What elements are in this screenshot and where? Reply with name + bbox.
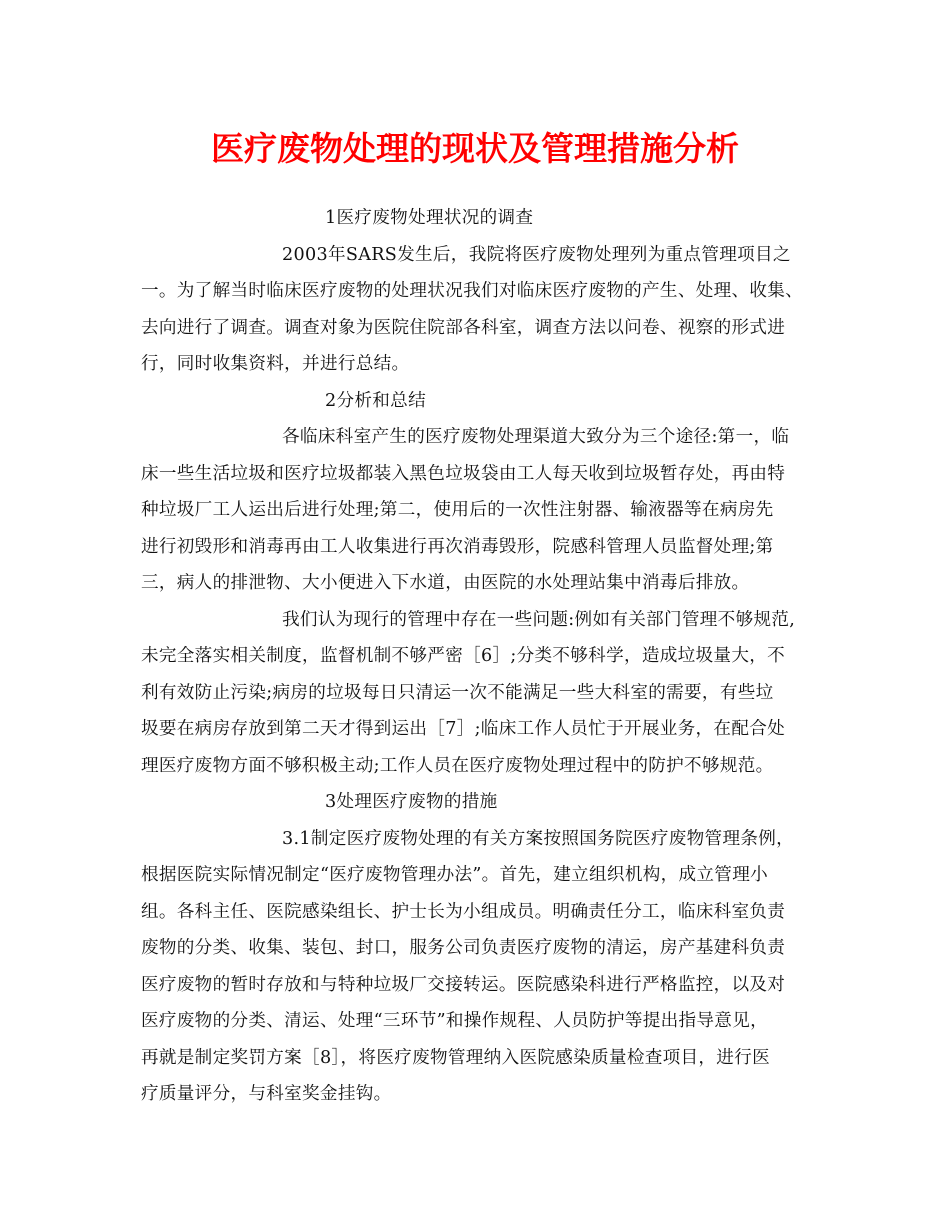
paragraph-line: 疗质量评分，与科室奖金挂钩。	[141, 1084, 392, 1104]
paragraph-line: 圾要在病房存放到第二天才得到运出［7］;临床工作人员忙于开展业务，在配合处	[141, 719, 786, 739]
section-heading: 3处理医疗废物的措施	[325, 792, 498, 812]
paragraph-line: 床一些生活垃圾和医疗垃圾都装入黑色垃圾袋由工人每天收到垃圾暂存处，再由特	[141, 463, 786, 484]
paragraph-line: 组。各科主任、医院感染组长、护士长为小组成员。明确责任分工，临床科室负责	[141, 901, 786, 922]
document-body	[141, 200, 827, 1113]
section-heading: 1医疗废物处理状况的调查	[325, 208, 534, 228]
section-heading: 2分析和总结	[325, 390, 426, 411]
paragraph-line: 利有效防止污染;病房的垃圾每日只清运一次不能满足一些大科室的需要，有些垃	[141, 682, 774, 703]
paragraph-line: 各临床科室产生的医疗废物处理渠道大致分为三个途径:第一，临	[282, 427, 790, 447]
paragraph-line: 行，同时收集资料，并进行总结。	[141, 354, 410, 374]
paragraph-line: 一。为了解当时临床医疗废物的处理状况我们对临床医疗废物的产生、处理、收集、	[141, 281, 804, 301]
paragraph-line: 未完全落实相关制度，监督机制不够严密［6］;分类不够科学，造成垃圾量大，不	[141, 646, 786, 666]
paragraph-line: 2003年SARS发生后，我院将医疗废物处理列为重点管理项目之	[282, 244, 791, 265]
paragraph-line: 根据医院实际情况制定“医疗废物管理办法”。首先，建立组织机构，成立管理小	[141, 865, 768, 885]
paragraph-line: 废物的分类、收集、装包、封口，服务公司负责医疗废物的清运，房产基建科负责	[141, 938, 786, 958]
paragraph-line: 进行初毁形和消毒再由工人收集进行再次消毒毁形，院感科管理人员监督处理;第	[141, 536, 774, 557]
paragraph-line: 再就是制定奖罚方案［8］，将医疗废物管理纳入医院感染质量检查项目，进行医	[141, 1047, 770, 1068]
paragraph-line: 我们认为现行的管理中存在一些问题:例如有关部门管理不够规范,	[282, 609, 796, 630]
document-title: 医疗废物处理的现状及管理措施分析	[211, 129, 739, 168]
paragraph-line: 医疗废物的分类、清运、处理“三环节”和操作规程、人员防护等提出指导意见，	[141, 1011, 768, 1031]
paragraph-line: 医疗废物的暂时存放和与特种垃圾厂交接转运。医院感染科进行严格监控，以及对	[141, 974, 786, 995]
paragraph-line: 去向进行了调查。调查对象为医院住院部各科室，调查方法以问卷、视察的形式进	[141, 317, 786, 338]
paragraph-line: 三，病人的排泄物、大小便进入下水道，由医院的水处理站集中消毒后排放。	[141, 573, 750, 593]
paragraph-line: 3.1制定医疗废物处理的有关方案按照国务院医疗废物管理条例，	[282, 828, 795, 849]
paragraph-line: 理医疗废物方面不够积极主动;工作人员在医疗废物处理过程中的防护不够规范。	[141, 755, 774, 776]
paragraph-line: 种垃圾厂工人运出后进行处理;第二，使用后的一次性注射器、输液器等在病房先	[141, 500, 774, 520]
